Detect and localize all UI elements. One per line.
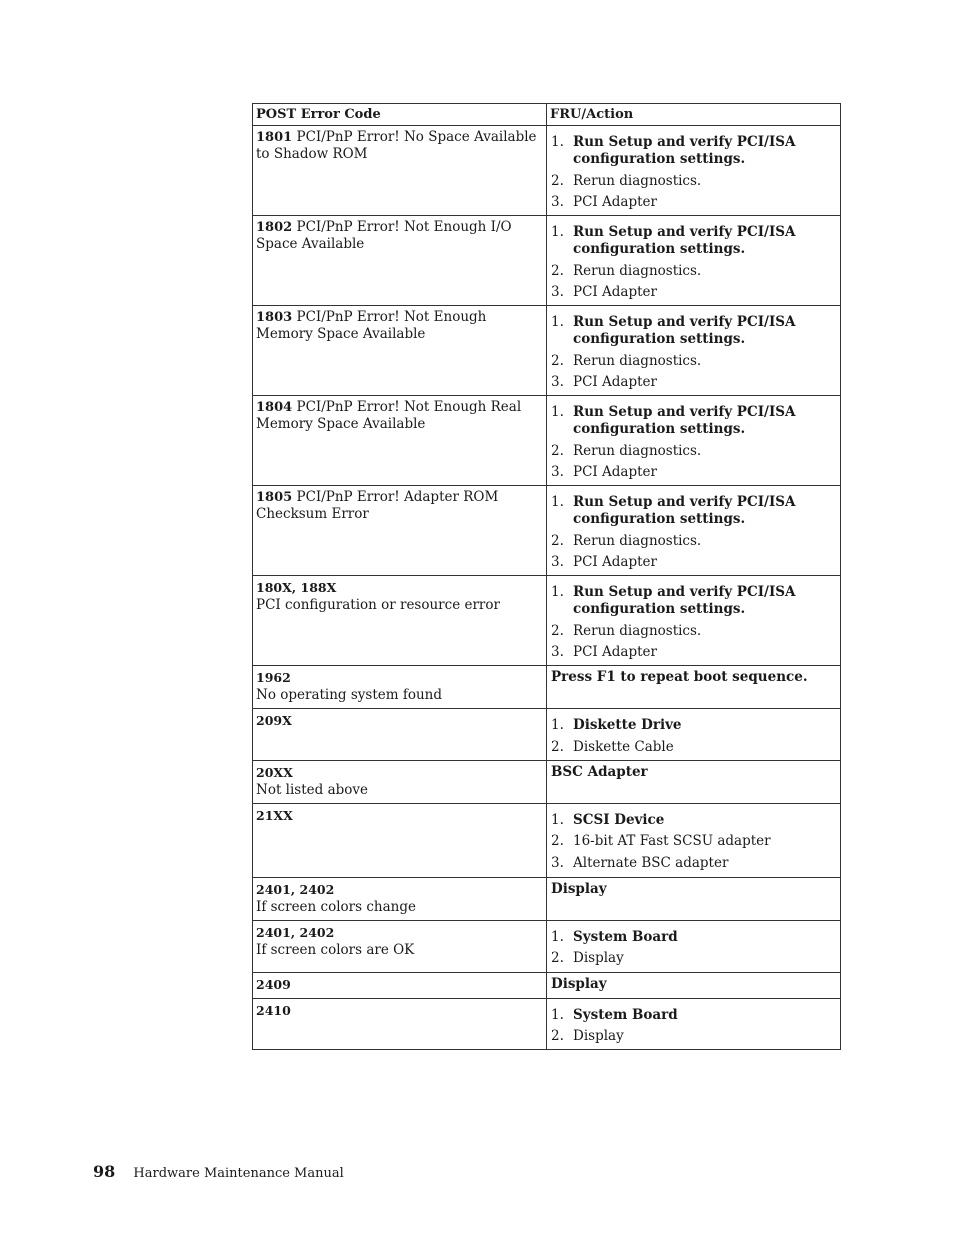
action-list (551, 717, 834, 756)
error-description: If screen colors change (256, 898, 416, 915)
table-row (253, 760, 841, 803)
action-list-item: 1. System Board (551, 1006, 678, 1023)
action-list (551, 1007, 834, 1046)
action-list-item: 2. Display (551, 950, 624, 966)
action-list-item: 2. Diskette Cable (551, 738, 674, 755)
action-text: Display (573, 950, 624, 966)
action-text: System Board (573, 1006, 678, 1023)
action-text: Run Setup and verify PCI/ISA configuration settings. (573, 314, 796, 347)
action-list (551, 929, 834, 968)
fru-action: Display (551, 880, 607, 897)
error-description: No operating system found (256, 687, 443, 703)
error-code: 1962 (256, 670, 291, 685)
error-description: If screen colors are OK (256, 941, 415, 958)
fru-action-cell (547, 666, 841, 709)
action-text: Run Setup and verify PCI/ISA configuration settings. (573, 494, 796, 527)
error-code-cell (253, 877, 547, 920)
action-text: Run Setup and verify PCI/ISA configuration settings. (573, 404, 796, 437)
action-text: Alternate BSC adapter (573, 854, 729, 871)
error-code: 1803 (256, 310, 293, 325)
fru-action-cell (547, 576, 841, 666)
page-footer (93, 1162, 344, 1181)
error-code-cell (253, 920, 547, 972)
action-list-item: 3. PCI Adapter (551, 644, 657, 660)
fru-action-cell (547, 877, 841, 920)
manual-title: Hardware Maintenance Manual (133, 1166, 344, 1181)
error-code-cell (253, 760, 547, 803)
fru-action: Press F1 to repeat boot sequence. (551, 669, 808, 685)
action-list-item: 3. PCI Adapter (551, 194, 657, 210)
error-description: PCI configuration or resource error (256, 597, 500, 613)
action-text: Diskette Cable (573, 738, 674, 755)
action-list-item: 3. PCI Adapter (551, 554, 657, 570)
action-text: System Board (573, 928, 678, 945)
fru-action-cell (547, 803, 841, 877)
table-header-row (253, 104, 841, 126)
error-code: 1801 (256, 130, 293, 145)
action-text: PCI Adapter (573, 464, 657, 480)
action-list (551, 314, 834, 391)
action-list-item: 2. Display (551, 1028, 624, 1044)
action-text: Run Setup and verify PCI/ISA configuration settings. (573, 224, 796, 257)
error-description: Not listed above (256, 781, 369, 798)
action-list-item: 1. System Board (551, 928, 678, 945)
action-list-item: 2. Rerun diagnostics. (551, 172, 702, 189)
action-list (551, 494, 834, 571)
post-error-table (252, 103, 841, 1050)
action-list (551, 584, 834, 661)
fru-action: BSC Adapter (551, 763, 648, 780)
error-description: PCI/PnP Error! Not Enough I/O Space Available (256, 219, 512, 252)
table-row (253, 803, 841, 877)
error-code-cell (253, 998, 547, 1050)
error-code-cell (253, 709, 547, 761)
table-row (253, 920, 841, 972)
action-text: Diskette Drive (573, 717, 682, 733)
action-list (551, 224, 834, 301)
table-row (253, 709, 841, 761)
error-code-cell (253, 216, 547, 306)
table-row (253, 998, 841, 1050)
fru-action-cell (547, 998, 841, 1050)
table-body (253, 126, 841, 1050)
action-text: Rerun diagnostics. (573, 532, 702, 549)
fru-action-cell (547, 216, 841, 306)
column-header-code: POST Error Code (253, 104, 547, 126)
action-list-item: 3. PCI Adapter (551, 464, 657, 480)
action-list-item: 1. Diskette Drive (551, 717, 682, 733)
error-code: 2401, 2402 (256, 924, 335, 940)
page-number: 98 (93, 1162, 116, 1181)
action-list-item: 3. PCI Adapter (551, 374, 657, 390)
action-text: PCI Adapter (573, 644, 657, 660)
action-list-item: 1. SCSI Device (551, 811, 665, 828)
table-row (253, 216, 841, 306)
action-list-item: 2. Rerun diagnostics. (551, 622, 702, 639)
table-row (253, 972, 841, 998)
action-list (551, 404, 834, 481)
fru-action-cell (547, 126, 841, 216)
action-text: PCI Adapter (573, 284, 657, 300)
error-code: 180X, 188X (256, 580, 337, 595)
action-text: PCI Adapter (573, 374, 657, 390)
fru-action-cell (547, 920, 841, 972)
action-text: Run Setup and verify PCI/ISA configuration settings. (573, 134, 796, 167)
action-text: Run Setup and verify PCI/ISA configuration settings. (573, 584, 796, 617)
error-code-cell (253, 972, 547, 998)
action-list-item: 2. Rerun diagnostics. (551, 532, 702, 549)
error-code-cell (253, 666, 547, 709)
action-list-item: 1. Run Setup and verify PCI/ISA configuration settings. (551, 224, 796, 257)
error-code: 1805 (256, 490, 293, 505)
table-row (253, 666, 841, 709)
action-list-item: 1. Run Setup and verify PCI/ISA configuration settings. (551, 134, 796, 167)
error-code: 2409 (256, 976, 291, 992)
table-row (253, 486, 841, 576)
error-description: PCI/PnP Error! Adapter ROM Checksum Error (256, 489, 499, 522)
table-row (253, 126, 841, 216)
fru-action-cell (547, 306, 841, 396)
table-row (253, 396, 841, 486)
action-list-item: 3. Alternate BSC adapter (551, 854, 729, 871)
error-description: PCI/PnP Error! No Space Available to Shadow ROM (256, 129, 537, 162)
action-list-item: 1. Run Setup and verify PCI/ISA configuration settings. (551, 584, 796, 617)
error-code: 2401, 2402 (256, 881, 335, 897)
error-code-cell (253, 576, 547, 666)
error-code-cell (253, 126, 547, 216)
error-code: 209X (256, 713, 292, 728)
error-code: 1804 (256, 400, 293, 415)
fru-action: Display (551, 975, 607, 992)
action-text: PCI Adapter (573, 194, 657, 210)
action-list-item: 2. Rerun diagnostics. (551, 262, 702, 279)
action-list-item: 2. 16-bit AT Fast SCSU adapter (551, 833, 771, 849)
action-list-item: 3. PCI Adapter (551, 284, 657, 300)
action-list (551, 134, 834, 211)
error-description: PCI/PnP Error! Not Enough Real Memory Space Available (256, 399, 522, 432)
fru-action-cell (547, 396, 841, 486)
action-text: 16-bit AT Fast SCSU adapter (573, 833, 771, 849)
action-text: Display (573, 1028, 624, 1044)
action-text: Rerun diagnostics. (573, 262, 702, 279)
action-text: Rerun diagnostics. (573, 442, 702, 459)
action-list-item: 2. Rerun diagnostics. (551, 442, 702, 459)
error-description: PCI/PnP Error! Not Enough Memory Space Available (256, 309, 487, 342)
action-list (551, 812, 834, 872)
table-row (253, 576, 841, 666)
action-list-item: 1. Run Setup and verify PCI/ISA configuration settings. (551, 494, 796, 527)
action-list-item: 1. Run Setup and verify PCI/ISA configuration settings. (551, 314, 796, 347)
action-text: Rerun diagnostics. (573, 172, 702, 189)
action-text: Rerun diagnostics. (573, 622, 702, 639)
fru-action-cell (547, 486, 841, 576)
error-code-cell (253, 486, 547, 576)
action-list-item: 2. Rerun diagnostics. (551, 352, 702, 369)
error-code-cell (253, 306, 547, 396)
fru-action-cell (547, 760, 841, 803)
column-header-action: FRU/Action (547, 104, 841, 126)
action-text: SCSI Device (573, 811, 665, 828)
action-list-item: 1. Run Setup and verify PCI/ISA configuration settings. (551, 404, 796, 437)
table-row (253, 877, 841, 920)
table-row (253, 306, 841, 396)
action-text: PCI Adapter (573, 554, 657, 570)
error-code: 1802 (256, 220, 293, 235)
error-code: 20XX (256, 764, 293, 780)
error-code-cell (253, 396, 547, 486)
action-text: Rerun diagnostics. (573, 352, 702, 369)
error-code: 2410 (256, 1002, 291, 1018)
error-code: 21XX (256, 807, 293, 823)
fru-action-cell (547, 709, 841, 761)
fru-action-cell (547, 972, 841, 998)
error-code-cell (253, 803, 547, 877)
